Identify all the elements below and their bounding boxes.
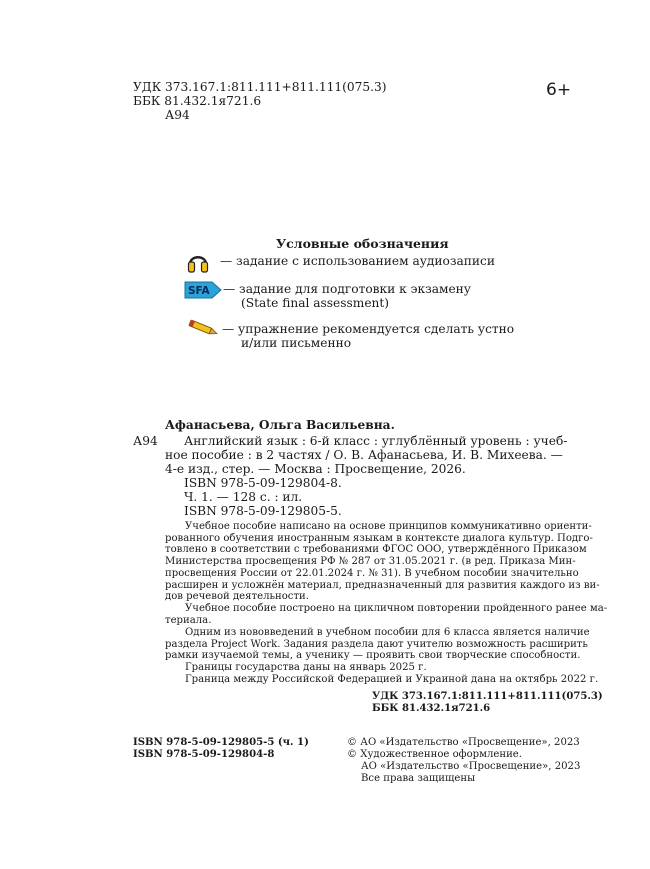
annotation-borders: Границы государства даны на январь 2025 г. xyxy=(185,662,427,673)
author-code-header: А94 xyxy=(165,108,190,122)
legend-item-exam: — задание для подготовки к экзамену xyxy=(223,282,471,296)
annotation-line: Учебное пособие построено на цикличном повторении пройденного ранее ма- xyxy=(185,603,608,614)
footer-isbn-set: ISBN 978-5-09-129804-8 xyxy=(133,749,275,760)
catalog-line: Английский язык : 6-й класс : углублённый уровень : учеб- xyxy=(184,434,568,448)
udk-header: УДК 373.167.1:811.111+811.111(075.3) xyxy=(133,80,387,94)
annotation-udk: УДК 373.167.1:811.111+811.111(075.3) xyxy=(372,691,603,702)
copyright-line: Все права защищены xyxy=(361,773,476,784)
legend-item-exercise: — упражнение рекомендуется сделать устно xyxy=(222,322,515,336)
legend-item-exercise-sub: и/или письменно xyxy=(241,336,352,350)
catalog-line: Ч. 1. — 128 с. : ил. xyxy=(184,490,303,504)
annotation-border-ukraine: Граница между Российской Федерацией и Украиной дана на октябрь 2022 г. xyxy=(185,674,599,685)
copyright-line: АО «Издательство «Просвещение», 2023 xyxy=(361,761,581,772)
annotation-bbk: ББК 81.432.1я721.6 xyxy=(372,703,491,714)
bbk-header: ББК 81.432.1я721.6 xyxy=(133,94,262,108)
annotation-line: просвещения России от 22.01.2024 г. № 31). В учебном пособии значительно xyxy=(165,567,579,579)
legend-item-audio: — задание с использованием аудиозаписи xyxy=(220,254,495,268)
age-rating: 6+ xyxy=(546,80,572,100)
annotation-paragraph-2 xyxy=(165,603,608,626)
annotation-line: рованного обучения иностранным языкам в контексте диалога культур. Подго- xyxy=(165,532,593,544)
catalog-line: ISBN 978-5-09-129805-5. xyxy=(184,504,342,518)
annotation-paragraph-1 xyxy=(165,521,601,603)
annotation-line: Министерства просвещения РФ № 287 от 31.05.2021 г. (в ред. Приказа Мин- xyxy=(165,556,576,568)
catalog-code: А94 xyxy=(133,434,158,448)
catalog-line: ISBN 978-5-09-129804-8. xyxy=(184,476,342,490)
annotation-line: Одним из нововведений в учебном пособии для 6 класса является наличие xyxy=(185,627,590,638)
catalog-line: 4-е изд., стер. — Москва : Просвещение, 2026. xyxy=(165,462,466,476)
legend-title: Условные обозначения xyxy=(276,236,449,251)
headphones-icon xyxy=(187,250,209,274)
pen-icon xyxy=(186,318,220,338)
annotation-line: расширен и усложнён материал, предназначенный для развития каждого из ви- xyxy=(165,579,600,591)
legend-item-exam-sub: (State final assessment) xyxy=(241,296,390,310)
annotation-line: териала. xyxy=(165,614,212,626)
catalog-author: Афанасьева, Ольга Васильевна. xyxy=(165,418,395,432)
annotation-line: Учебное пособие написано на основе принципов коммуникативно ориенти- xyxy=(185,521,592,532)
sfa-arrow-icon xyxy=(184,280,222,300)
catalog-line: ное пособие : в 2 частях / О. В. Афанасьева, И. В. Михеева. — xyxy=(165,448,563,462)
annotation-line: товлено в соответствии с требованиями ФГОС ООО, утверждённого Приказом xyxy=(165,544,587,556)
annotation-paragraph-3 xyxy=(165,627,601,662)
annotation-line: дов речевой деятельности. xyxy=(165,591,309,603)
sfa-label: SFA xyxy=(188,285,210,297)
copyright-line: © АО «Издательство «Просвещение», 2023 xyxy=(347,737,580,748)
copyright-line: © Художественное оформление. xyxy=(347,749,522,760)
annotation-line: раздела Project Work. Задания раздела дают учителю возможность расширить xyxy=(165,638,588,650)
footer-isbn-part: ISBN 978-5-09-129805-5 (ч. 1) xyxy=(133,737,309,748)
annotation-line: рамки изучаемой темы, а ученику — проявить свои творческие способности. xyxy=(165,650,581,662)
